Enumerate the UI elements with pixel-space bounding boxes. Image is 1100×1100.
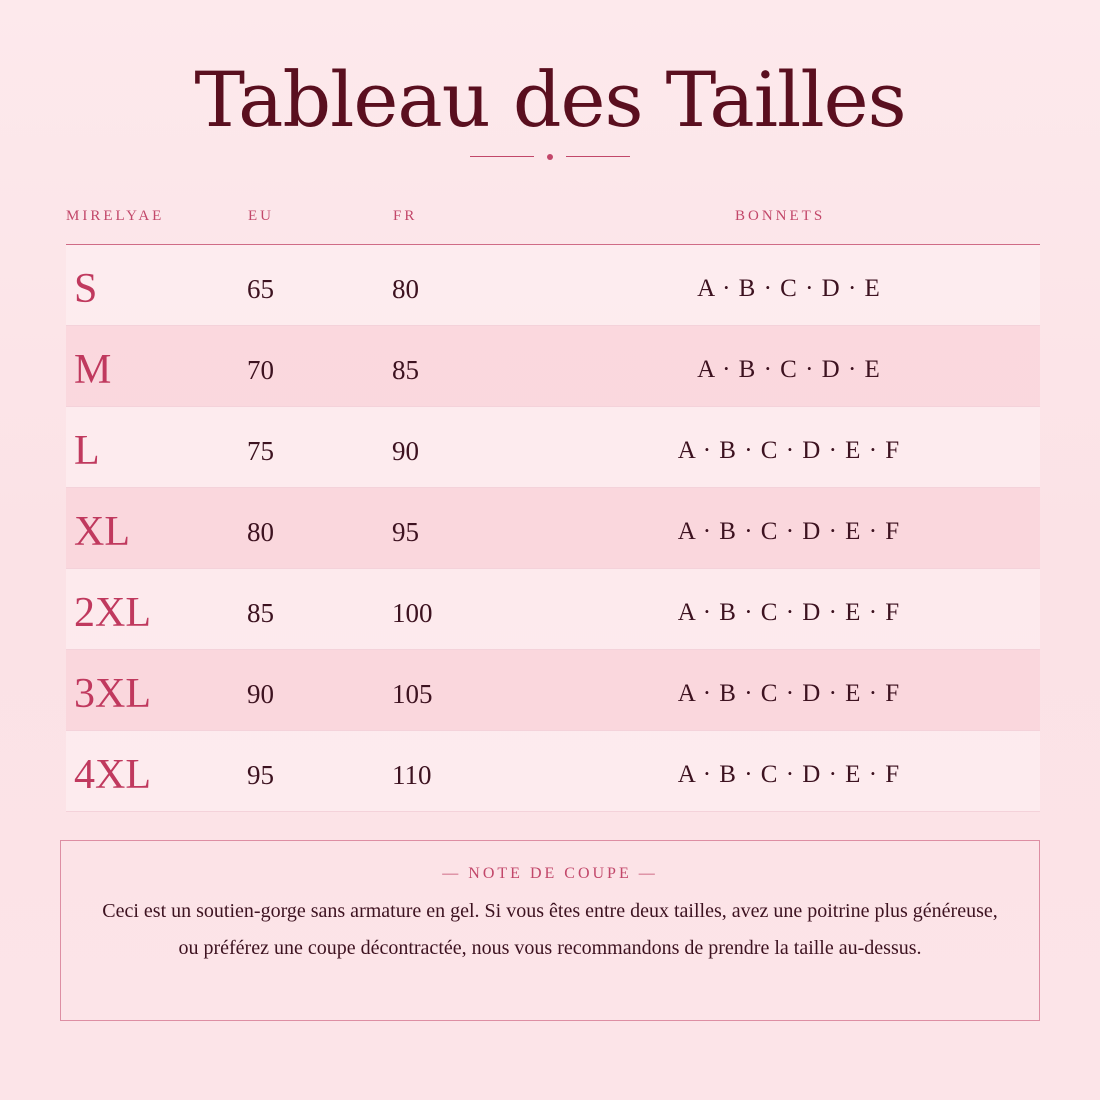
fr-value: 105 — [392, 679, 433, 709]
cups-value: A · B · C · D · E · F — [677, 599, 901, 626]
table-row — [66, 407, 1040, 488]
note-heading: — NOTE DE COUPE — — [442, 865, 658, 882]
header-cups: BONNETS — [735, 208, 826, 224]
size-label: 4XL — [74, 752, 151, 798]
eu-value: 65 — [247, 274, 274, 304]
title-ornament — [470, 150, 630, 164]
cups-value: A · B · C · D · E · F — [677, 680, 901, 707]
eu-value: 80 — [247, 517, 274, 547]
fit-note-box — [60, 840, 1040, 1021]
page-title: Tableau des Tailles — [194, 55, 906, 144]
header-fr: FR — [393, 208, 418, 224]
header-brand: MIRELYAE — [66, 208, 165, 224]
fr-value: 90 — [392, 436, 419, 466]
fr-value: 85 — [392, 355, 419, 385]
cups-value: A · B · C · D · E · F — [677, 518, 901, 545]
table-row — [66, 245, 1040, 326]
ornament-dot — [547, 154, 553, 160]
ornament-line-right — [566, 156, 630, 157]
cups-value: A · B · C · D · E — [697, 356, 881, 383]
fr-value: 80 — [392, 274, 419, 304]
fr-value: 110 — [392, 760, 432, 790]
eu-value: 95 — [247, 760, 274, 790]
cups-value: A · B · C · D · E · F — [677, 761, 901, 788]
table-row — [66, 650, 1040, 731]
table-row — [66, 569, 1040, 650]
header-eu: EU — [248, 208, 274, 224]
size-label: 3XL — [74, 671, 151, 717]
eu-value: 70 — [247, 355, 274, 385]
size-table — [66, 200, 1040, 812]
fr-value: 95 — [392, 517, 419, 547]
table-row — [66, 731, 1040, 812]
cups-value: A · B · C · D · E — [697, 275, 881, 302]
size-label: L — [74, 428, 100, 474]
table-row — [66, 488, 1040, 569]
eu-value: 85 — [247, 598, 274, 628]
size-label: S — [74, 266, 98, 312]
fr-value: 100 — [392, 598, 433, 628]
size-label: 2XL — [74, 590, 151, 636]
note-body: Ceci est un soutien-gorge sans armature en gel. Si vous êtes entre deux tailles, avez une poitrine plus généreuse, ou préférez une coupe décontractée, nous vous recommandons de prendre la taille au-dessus. — [102, 900, 998, 959]
eu-value: 75 — [247, 436, 274, 466]
table-row — [66, 326, 1040, 407]
eu-value: 90 — [247, 679, 274, 709]
ornament-line-left — [470, 156, 534, 157]
size-label: XL — [74, 509, 130, 555]
size-label: M — [74, 347, 112, 393]
cups-value: A · B · C · D · E · F — [677, 437, 901, 464]
table-header — [66, 200, 1040, 245]
